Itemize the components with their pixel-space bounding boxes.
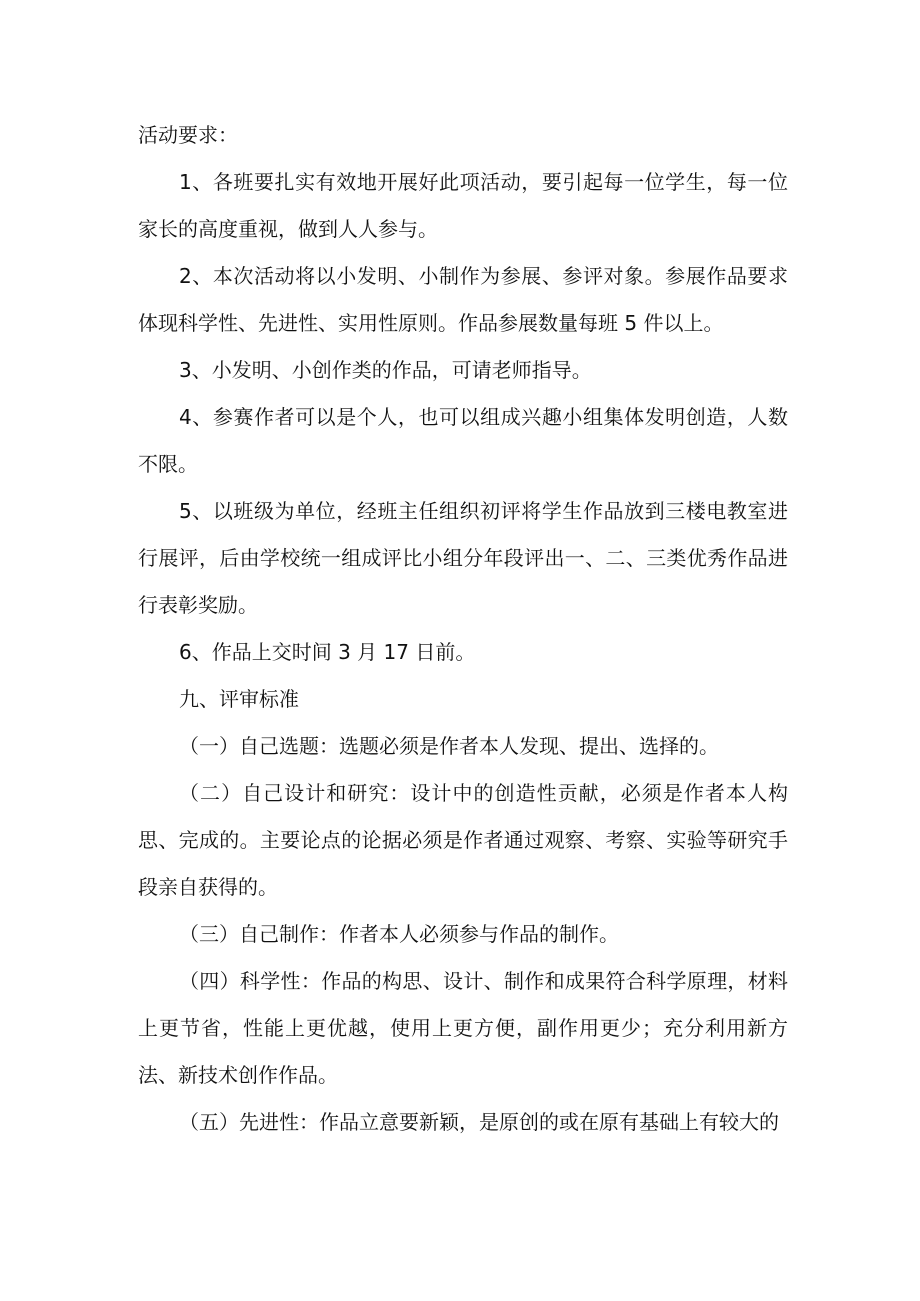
criterion-item-1: （一）自己选题：选题必须是作者本人发现、提出、选择的。 (179, 734, 719, 758)
requirement-item-3: 3、小发明、小创作类的作品，可请老师指导。 (179, 358, 592, 382)
criterion-item-4: （四）科学性：作品的构思、设计、制作和成果符合科学原理，材料上更节省，性能上更优越，使用上更方便，副作用更少；充分利用新方法、新技术创作作品。 (138, 969, 788, 1087)
criterion-item-2: （二）自己设计和研究：设计中的创造性贡献，必须是作者本人构思、完成的。主要论点的论据必须是作者通过观察、考察、实验等研究手段亲自获得的。 (138, 781, 788, 899)
requirement-item-4: 4、参赛作者可以是个人，也可以组成兴趣小组集体发明创造，人数不限。 (138, 405, 788, 476)
requirement-item-1: 1、各班要扎实有效地开展好此项活动，要引起每一位学生，每一位家长的高度重视，做到人人参与。 (138, 170, 788, 241)
requirement-item-6: 6、作品上交时间 3 月 17 日前。 (179, 640, 476, 664)
document-body (138, 112, 788, 1146)
section-heading-review-criteria: 九、评审标准 (179, 687, 299, 711)
criterion-item-3: （三）自己制作：作者本人必须参与作品的制作。 (179, 922, 619, 946)
requirement-item-5: 5、以班级为单位，经班主任组织初评将学生作品放到三楼电教室进行展评，后由学校统一组成评比小组分年段评出一、二、三类优秀作品进行表彰奖励。 (138, 499, 788, 617)
criterion-item-5: （五）先进性：作品立意要新颖，是原创的或在原有基础上有较大的 (179, 1110, 779, 1134)
section-heading-activity-requirements: 活动要求： (138, 123, 238, 147)
requirement-item-2: 2、本次活动将以小发明、小制作为参展、参评对象。参展作品要求体现科学性、先进性、实用性原则。作品参展数量每班 5 件以上。 (138, 264, 788, 335)
